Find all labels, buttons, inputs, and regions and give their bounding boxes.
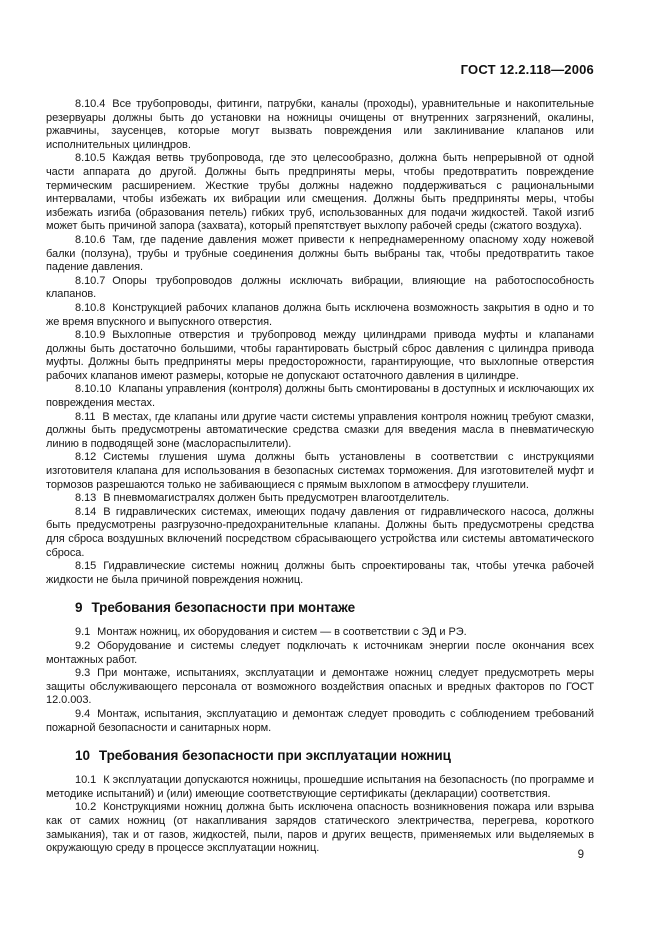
clause-number: 8.10.10: [75, 383, 112, 396]
clause-number: 8.10.6: [75, 233, 106, 246]
clause-8-10-10: [46, 383, 594, 410]
clause-text: Оборудование и системы следует подключать к источникам энергии после окончания всех монтажных работ.: [46, 639, 594, 666]
clause-text: Конструкцией рабочих клапанов должна быть исключена возможность закрытия в одно и то же время впускного и выпускного отверстия.: [46, 301, 594, 328]
clause-9-4: [46, 708, 594, 735]
clause-text: В гидравлических системах, имеющих подачу давления от гидравлического насоса, должны быть предусмотрены разгрузочно-предохранительные клапаны. Должны быть предусмотрены средства для сброса воздушных включений посредством сбрасывающего устройства или системы автоматического сброса.: [46, 505, 594, 559]
clause-number: 10.1: [75, 774, 97, 787]
clause-text: Клапаны управления (контроля) должны быть смонтированы в доступных и исключающих их повреждения местах.: [46, 383, 594, 410]
clause-number: 8.10.4: [75, 98, 106, 110]
clause-text: При монтаже, испытаниях, эксплуатации и демонтаже ножниц следует предусмотреть меры защиты обслуживающего персонала от возможного воздействия опасных и вредных факторов по ГОСТ 12.0.003.: [46, 667, 594, 707]
clause-9-2: [46, 640, 594, 667]
section-title: Требования безопасности при монтаже: [91, 600, 356, 616]
section-title: Требования безопасности при эксплуатации ножниц: [98, 748, 451, 764]
section-number: 9: [75, 600, 83, 616]
document-body: [46, 98, 594, 856]
clause-number: 9.4: [75, 707, 91, 720]
clause-8-13: [46, 492, 594, 506]
clause-text: В местах, где клапаны или другие части системы управления контроля ножниц требуют смазки, должны быть предусмотрены автоматические средства смазки для введения масла в пневматическую линию в подводящей зоне (маслораспылители).: [46, 410, 594, 450]
clause-number: 8.13: [75, 492, 97, 505]
clause-text: Опоры трубопроводов должны исключать вибрации, влияющие на работоспособность клапанов.: [46, 274, 594, 301]
clause-text: Гидравлические системы ножниц должны быть спроектированы так, чтобы утечка рабочей жидкости не была причиной повреждения ножниц.: [46, 560, 594, 586]
page-number: 9: [577, 849, 584, 861]
clause-8-10-8: [46, 302, 594, 329]
clause-10-2: [46, 801, 594, 855]
clause-8-10-5: [46, 152, 594, 234]
clause-number: 8.10.9: [75, 329, 106, 342]
clause-number: 10.2: [75, 801, 97, 814]
clause-number: 9.2: [75, 639, 91, 652]
clause-8-11: [46, 411, 594, 452]
clause-8-10-6: [46, 234, 594, 275]
clause-10-1: [46, 774, 594, 801]
page-content: [46, 62, 594, 856]
clause-text: Каждая ветвь трубопровода, где это целесообразно, должна быть непрерывной от одной части аппарата до другой. Должны быть предприняты меры, чтобы предотвратить повреждение термическим расширением. Жесткие трубы должны надежно поддерживаться с рациональными интервалами, чтобы избежать их вибрации или смещения. Должны быть предприняты меры, чтобы избежать изгиба (образования петель) гибких труб, использованных для подачи жидкостей. Такой изгиб может быть причиной запора (захвата), который препятствует выхлопу рабочей среды (сжатого воздуха).: [46, 152, 594, 233]
clause-text: Там, где падение давления может привести к непреднамеренному опасному ходу ножевой балки (ползуна), трубы и трубные соединения должны быть выбраны так, чтобы предотвратить такое падение давления.: [46, 233, 594, 274]
standard-designation-header: ГОСТ 12.2.118—2006: [460, 62, 594, 77]
clause-8-12: [46, 451, 594, 492]
clause-9-3: [46, 667, 594, 708]
clause-text: Монтаж ножниц, их оборудования и систем — в соответствии с ЭД и РЭ.: [97, 626, 467, 639]
clause-number: 9.1: [75, 626, 91, 639]
clause-8-10-9: [46, 329, 594, 383]
section-number: 10: [75, 748, 90, 764]
clause-text: Все трубопроводы, фитинги, патрубки, каналы (проходы), уравнительные и накопительные резервуары должны быть до установки на ножницы очищены от внутренних загрязнений, окалины, ржавчины, заусенцев, которые могут вызвать повреждения или заклинивание клапанов или исполнительных цилиндров.: [46, 98, 594, 151]
clause-text: Системы глушения шума должны быть установлены в соответствии с инструкциями изготовителя клапана для использования в безопасных системах торможения. Для изготовителей муфт и тормозов разрешаются только не забивающиеся с прямым выхлопом в атмосферу глушители.: [46, 451, 594, 491]
clause-8-14: [46, 506, 594, 560]
clause-number: 8.10.7: [75, 274, 106, 287]
clause-text: Монтаж, испытания, эксплуатацию и демонтаж следует проводить с соблюдением требований пожарной безопасности и санитарных норм.: [46, 707, 594, 734]
clause-9-1: [46, 626, 594, 640]
clause-number: 8.12: [75, 451, 97, 464]
clause-8-15: [46, 560, 594, 587]
section-10-heading: [46, 747, 594, 764]
clause-number: 8.14: [75, 505, 97, 518]
clause-text: В пневмомагистралях должен быть предусмотрен влагоотделитель.: [103, 492, 450, 505]
clause-number: 9.3: [75, 667, 91, 680]
clause-number: 8.10.5: [75, 152, 106, 165]
clause-number: 8.11: [75, 410, 96, 423]
clause-text: Конструкциями ножниц должна быть исключена опасность возникновения пожара или взрыва как от самих ножниц (от накапливания зарядов статического электричества, перегрева, короткого замыкания), так и от газов, жидкостей, пыли, паров и других веществ, применяемых или выделяемых в окружающую среду в процессе эксплуатации ножниц.: [46, 801, 594, 855]
clause-text: К эксплуатации допускаются ножницы, прошедшие испытания на безопасность (по программе и методике испытаний) и (или) имеющие соответствующие сертификаты (декларации) соответствия.: [46, 774, 594, 800]
clause-8-10-7: [46, 275, 594, 302]
clause-number: 8.10.8: [75, 301, 106, 314]
clause-text: Выхлопные отверстия и трубопровод между цилиндрами привода муфты и клапанами должны быть достаточно большими, чтобы гарантировать быстрый сброс давления с цилиндра привода муфты. Должны быть предприняты меры предосторожности, гарантирующие, что выхлопные отверстия рабочих клапанов имеют размеры, которые не допускают остаточного давления в цилиндре.: [46, 329, 594, 382]
clause-8-10-4: [46, 98, 594, 152]
clause-number: 8.15: [75, 560, 97, 573]
section-9-heading: [46, 599, 594, 616]
